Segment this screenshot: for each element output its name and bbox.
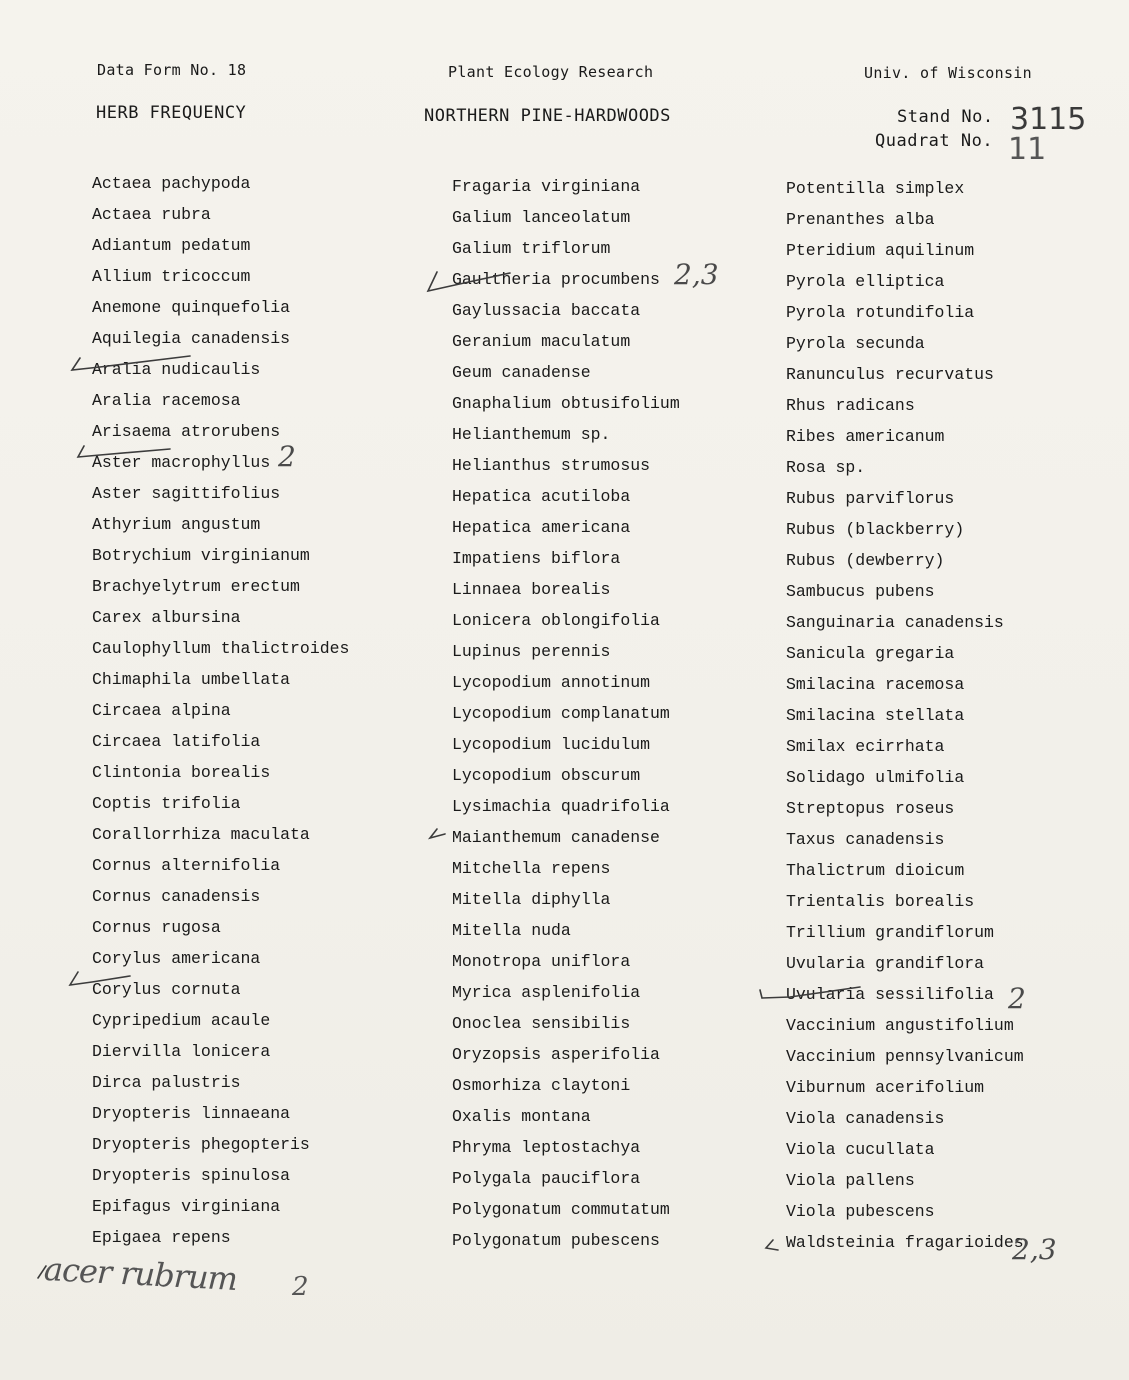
species-item: Rubus (dewberry) (786, 551, 945, 570)
species-item: Rosa sp. (786, 458, 866, 477)
species-item: Potentilla simplex (786, 179, 965, 198)
species-item: Linnaea borealis (452, 580, 611, 599)
species-item: Osmorhiza claytoni (452, 1076, 631, 1095)
species-item: Oryzopsis asperifolia (452, 1045, 660, 1064)
species-item: Polygonatum pubescens (452, 1231, 660, 1250)
species-item: Rhus radicans (786, 396, 915, 415)
species-item: Helianthus strumosus (452, 456, 651, 475)
species-item: Carex albursina (92, 608, 241, 627)
species-item: Viola pallens (786, 1171, 915, 1190)
species-item: Clintonia borealis (92, 763, 271, 782)
species-item: Actaea pachypoda (92, 174, 251, 193)
species-item: Streptopus roseus (786, 799, 955, 818)
species-item: Mitella diphylla (452, 890, 611, 909)
species-item: Aquilegia canadensis (92, 329, 291, 348)
waldsteinia-frequency-note: 2,3 (1012, 1233, 1057, 1266)
species-item: Rubus (blackberry) (786, 520, 965, 539)
species-item: Smilacina stellata (786, 706, 965, 725)
species-item: Polygala pauciflora (452, 1169, 641, 1188)
species-item: Helianthemum sp. (452, 425, 611, 444)
species-item: Aralia racemosa (92, 391, 241, 410)
species-item: Uvularia sessilifolia (786, 985, 994, 1004)
species-item: Sanicula gregaria (786, 644, 955, 663)
species-item: Corallorrhiza maculata (92, 825, 310, 844)
species-item: Cornus rugosa (92, 918, 221, 937)
species-item: Smilacina racemosa (786, 675, 965, 694)
species-item: Maianthemum canadense (452, 828, 660, 847)
species-item: Viola pubescens (786, 1202, 935, 1221)
species-item: Diervilla lonicera (92, 1042, 271, 1061)
species-item: Galium triflorum (452, 239, 611, 258)
quadrat-label: Quadrat No. (875, 131, 994, 151)
species-item: Circaea alpina (92, 701, 231, 720)
aster-frequency-note: 2 (278, 440, 296, 473)
species-item: Prenanthes alba (786, 210, 935, 229)
species-item: Corylus cornuta (92, 980, 241, 999)
species-item: Cornus alternifolia (92, 856, 281, 875)
species-item: Athyrium angustum (92, 515, 261, 534)
institution: Univ. of Wisconsin (864, 64, 1032, 82)
species-item: Adiantum pedatum (92, 236, 251, 255)
species-item: Lycopodium complanatum (452, 704, 670, 723)
check-mark-aralia (72, 356, 190, 370)
species-item: Dryopteris linnaeana (92, 1104, 291, 1123)
check-mark-gaultheria (428, 272, 510, 291)
species-item: Taxus canadensis (786, 830, 945, 849)
form-title: HERB FREQUENCY (96, 103, 247, 123)
species-item: Uvularia grandiflora (786, 954, 985, 973)
species-item: Dryopteris phegopteris (92, 1135, 310, 1154)
species-item: Onoclea sensibilis (452, 1014, 631, 1033)
species-item: Fragaria virginiana (452, 177, 641, 196)
species-item: Actaea rubra (92, 205, 211, 224)
species-item: Sanguinaria canadensis (786, 613, 1004, 632)
species-item: Geranium maculatum (452, 332, 631, 351)
added-species-note: acer rubrum (43, 1249, 238, 1299)
species-item: Gaylussacia baccata (452, 301, 641, 320)
form-number: Data Form No. 18 (97, 61, 247, 79)
species-item: Hepatica acutiloba (452, 487, 631, 506)
species-item: Pyrola secunda (786, 334, 925, 353)
species-item: Smilax ecirrhata (786, 737, 945, 756)
species-item: Lonicera oblongifolia (452, 611, 660, 630)
species-item: Trillium grandiflorum (786, 923, 994, 942)
added-species-value: 2 (292, 1272, 309, 1302)
species-item: Pteridium aquilinum (786, 241, 975, 260)
species-item: Gnaphalium obtusifolium (452, 394, 680, 413)
species-item: Cypripedium acaule (92, 1011, 271, 1030)
species-item: Vaccinium pennsylvanicum (786, 1047, 1024, 1066)
species-item: Mitchella repens (452, 859, 611, 878)
species-item: Epifagus virginiana (92, 1197, 281, 1216)
species-item: Aster macrophyllus (92, 453, 271, 472)
species-item: Dryopteris spinulosa (92, 1166, 291, 1185)
species-item: Phryma leptostachya (452, 1138, 641, 1157)
species-item: Viola cucullata (786, 1140, 935, 1159)
species-item: Epigaea repens (92, 1228, 231, 1247)
stand-value: 3115 (1010, 102, 1087, 137)
species-item: Geum canadense (452, 363, 591, 382)
species-item: Aralia nudicaulis (92, 360, 261, 379)
species-item: Monotropa uniflora (452, 952, 631, 971)
check-mark-maianthemum (430, 829, 445, 838)
species-item: Anemone quinquefolia (92, 298, 291, 317)
species-item: Impatiens biflora (452, 549, 621, 568)
species-item: Caulophyllum thalictroides (92, 639, 350, 658)
species-item: Circaea latifolia (92, 732, 261, 751)
species-item: Cornus canadensis (92, 887, 261, 906)
species-item: Myrica asplenifolia (452, 983, 641, 1002)
species-item: Thalictrum dioicum (786, 861, 965, 880)
species-item: Hepatica americana (452, 518, 631, 537)
species-item: Lysimachia quadrifolia (452, 797, 670, 816)
species-item: Chimaphila umbellata (92, 670, 291, 689)
species-item: Rubus parviflorus (786, 489, 955, 508)
community-title: NORTHERN PINE-HARDWOODS (424, 106, 671, 126)
species-item: Lycopodium annotinum (452, 673, 651, 692)
stand-label: Stand No. (897, 107, 994, 127)
species-item: Sambucus pubens (786, 582, 935, 601)
species-item: Ribes americanum (786, 427, 945, 446)
species-item: Trientalis borealis (786, 892, 975, 911)
species-item: Aster sagittifolius (92, 484, 281, 503)
check-mark-uvularia (760, 987, 860, 998)
species-item: Gaultheria procumbens (452, 270, 660, 289)
species-item: Solidago ulmifolia (786, 768, 965, 787)
species-item: Lycopodium obscurum (452, 766, 641, 785)
species-item: Arisaema atrorubens (92, 422, 281, 441)
quadrat-value: 11 (1008, 132, 1047, 167)
species-item: Botrychium virginianum (92, 546, 310, 565)
species-item: Lupinus perennis (452, 642, 611, 661)
species-item: Brachyelytrum erectum (92, 577, 300, 596)
species-item: Polygonatum commutatum (452, 1200, 670, 1219)
species-item: Lycopodium lucidulum (452, 735, 651, 754)
species-item: Ranunculus recurvatus (786, 365, 994, 384)
organization: Plant Ecology Research (448, 63, 654, 81)
species-item: Galium lanceolatum (452, 208, 631, 227)
species-item: Viburnum acerifolium (786, 1078, 985, 1097)
species-item: Oxalis montana (452, 1107, 591, 1126)
species-item: Pyrola elliptica (786, 272, 945, 291)
species-item: Dirca palustris (92, 1073, 241, 1092)
species-item: Vaccinium angustifolium (786, 1016, 1014, 1035)
species-item: Mitella nuda (452, 921, 571, 940)
uvularia-frequency-note: 2 (1008, 982, 1026, 1015)
species-item: Coptis trifolia (92, 794, 241, 813)
gaultheria-frequency-note: 2,3 (674, 258, 719, 291)
species-item: Allium tricoccum (92, 267, 251, 286)
species-item: Corylus americana (92, 949, 261, 968)
check-mark-aster (78, 446, 170, 457)
check-mark-corylus (70, 972, 130, 985)
species-item: Viola canadensis (786, 1109, 945, 1128)
species-item: Pyrola rotundifolia (786, 303, 975, 322)
check-mark-waldsteinia (766, 1240, 778, 1250)
check-mark-acer (38, 1266, 46, 1278)
species-item: Waldsteinia fragarioides (786, 1233, 1024, 1252)
